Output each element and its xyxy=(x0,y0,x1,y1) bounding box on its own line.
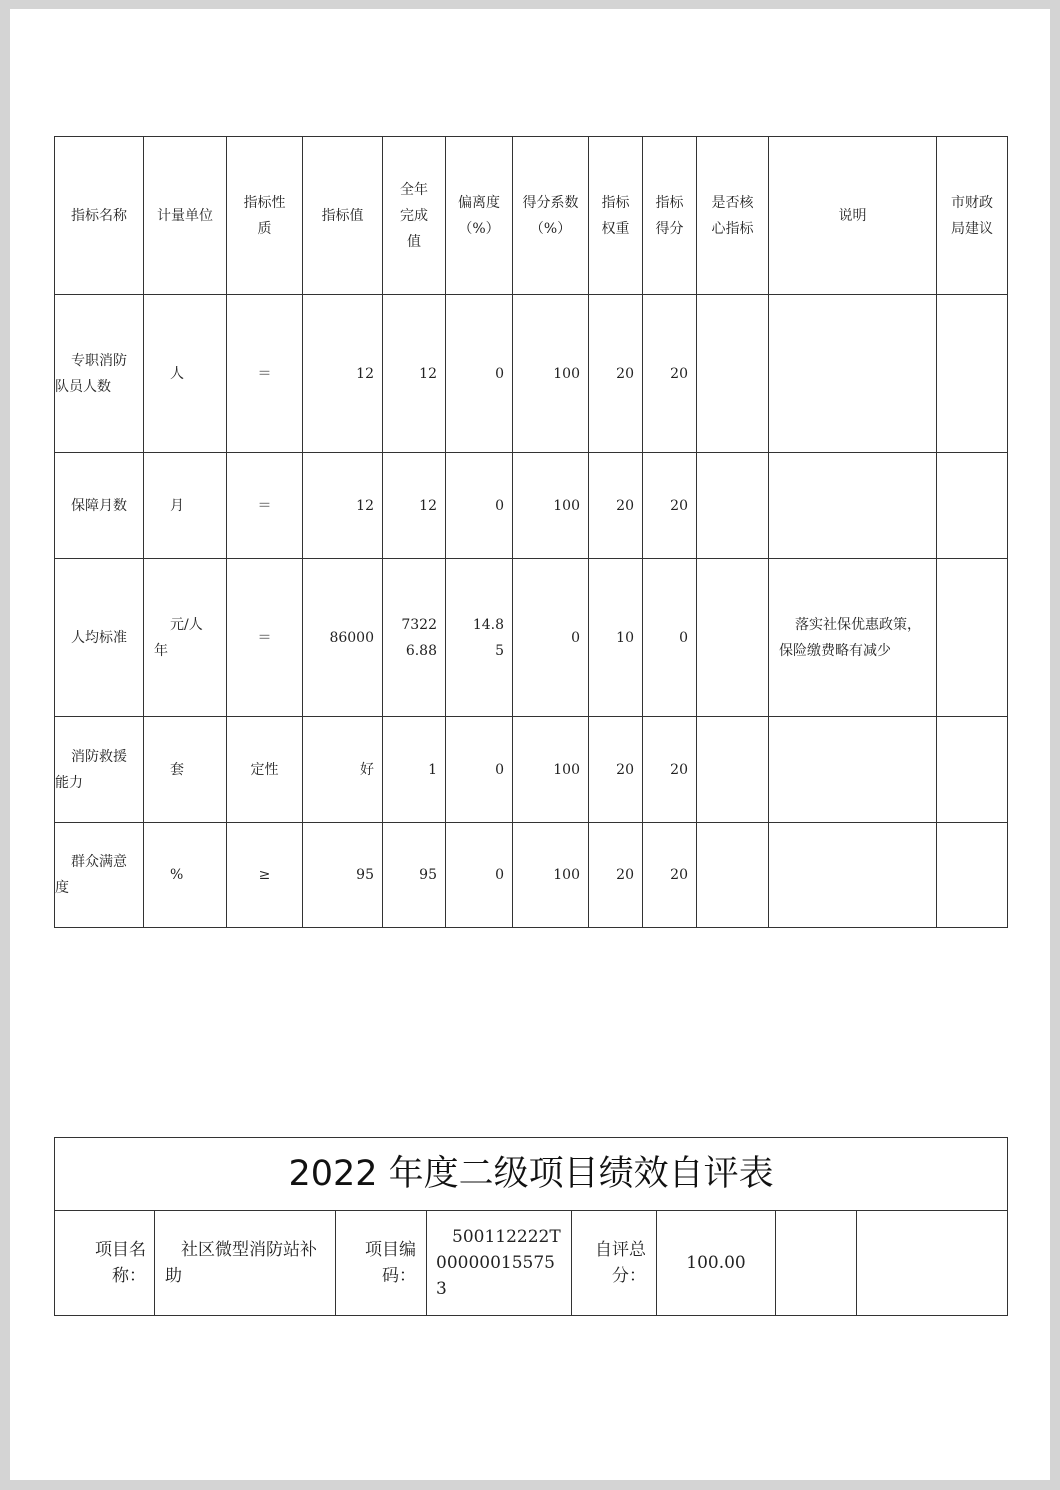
nature: ＝ xyxy=(227,453,303,559)
coefficient: 100 xyxy=(513,717,589,823)
nature: 定性 xyxy=(227,717,303,823)
table-row xyxy=(55,717,1008,823)
summary-table xyxy=(54,1137,1008,1316)
score: 20 xyxy=(643,295,697,453)
advice xyxy=(937,717,1008,823)
advice xyxy=(937,823,1008,928)
indicator-name: 保障月数 xyxy=(55,453,144,559)
document-page xyxy=(10,9,1050,1480)
blank-cell xyxy=(776,1211,857,1316)
target: 好 xyxy=(303,717,383,823)
core-indicator xyxy=(697,559,769,717)
summary-info-row xyxy=(55,1211,1008,1316)
indicator-name: 人均标准 xyxy=(55,559,144,717)
note xyxy=(769,453,937,559)
table-row xyxy=(55,453,1008,559)
actual: 1 xyxy=(383,717,446,823)
indicator-name: 消防救援能力 xyxy=(55,717,144,823)
deviation: 0 xyxy=(446,823,513,928)
header-core: 是否核心指标 xyxy=(697,137,769,295)
table-row xyxy=(55,823,1008,928)
header-unit: 计量单位 xyxy=(144,137,227,295)
header-actual: 全年完成值 xyxy=(383,137,446,295)
unit: 元/人年 xyxy=(144,559,227,717)
weight: 10 xyxy=(589,559,643,717)
core-indicator xyxy=(697,295,769,453)
score: 20 xyxy=(643,453,697,559)
note xyxy=(769,823,937,928)
deviation: 0 xyxy=(446,295,513,453)
deviation: 14.85 xyxy=(446,559,513,717)
header-weight: 指标权重 xyxy=(589,137,643,295)
advice xyxy=(937,559,1008,717)
target: 12 xyxy=(303,453,383,559)
score: 20 xyxy=(643,823,697,928)
core-indicator xyxy=(697,823,769,928)
core-indicator xyxy=(697,717,769,823)
blank-cell xyxy=(857,1211,1008,1316)
header-target: 指标值 xyxy=(303,137,383,295)
weight: 20 xyxy=(589,453,643,559)
form-title: 2022 年度二级项目绩效自评表 xyxy=(55,1138,1008,1211)
target: 86000 xyxy=(303,559,383,717)
coefficient: 0 xyxy=(513,559,589,717)
weight: 20 xyxy=(589,823,643,928)
project-code-label: 项目编码： xyxy=(336,1211,427,1316)
header-nature: 指标性质 xyxy=(227,137,303,295)
score: 20 xyxy=(643,717,697,823)
table-row xyxy=(55,295,1008,453)
project-name: 社区微型消防站补助 xyxy=(155,1211,336,1316)
coefficient: 100 xyxy=(513,453,589,559)
target: 12 xyxy=(303,295,383,453)
header-deviation: 偏离度（%） xyxy=(446,137,513,295)
unit: % xyxy=(144,823,227,928)
nature: ＝ xyxy=(227,295,303,453)
header-score: 指标得分 xyxy=(643,137,697,295)
note: 落实社保优惠政策，保险缴费略有减少 xyxy=(769,559,937,717)
header-advice: 市财政局建议 xyxy=(937,137,1008,295)
indicator-name: 群众满意度 xyxy=(55,823,144,928)
advice xyxy=(937,453,1008,559)
indicator-name: 专职消防队员人数 xyxy=(55,295,144,453)
actual: 73226.88 xyxy=(383,559,446,717)
unit: 月 xyxy=(144,453,227,559)
header-indicator-name: 指标名称 xyxy=(55,137,144,295)
unit: 套 xyxy=(144,717,227,823)
header-note: 说明 xyxy=(769,137,937,295)
deviation: 0 xyxy=(446,453,513,559)
score-label: 自评总分： xyxy=(572,1211,657,1316)
note xyxy=(769,717,937,823)
advice xyxy=(937,295,1008,453)
weight: 20 xyxy=(589,295,643,453)
header-row xyxy=(55,137,1008,295)
header-coef: 得分系数（%） xyxy=(513,137,589,295)
nature: ≥ xyxy=(227,823,303,928)
core-indicator xyxy=(697,453,769,559)
nature: ＝ xyxy=(227,559,303,717)
table-row xyxy=(55,559,1008,717)
indicator-table xyxy=(54,136,1008,928)
score: 0 xyxy=(643,559,697,717)
project-code: 500112222T000000155753 xyxy=(427,1211,572,1316)
unit: 人 xyxy=(144,295,227,453)
target: 95 xyxy=(303,823,383,928)
total-score: 100.00 xyxy=(657,1211,776,1316)
actual: 12 xyxy=(383,295,446,453)
actual: 12 xyxy=(383,453,446,559)
note xyxy=(769,295,937,453)
coefficient: 100 xyxy=(513,823,589,928)
deviation: 0 xyxy=(446,717,513,823)
coefficient: 100 xyxy=(513,295,589,453)
project-name-label: 项目名称： xyxy=(55,1211,155,1316)
actual: 95 xyxy=(383,823,446,928)
weight: 20 xyxy=(589,717,643,823)
